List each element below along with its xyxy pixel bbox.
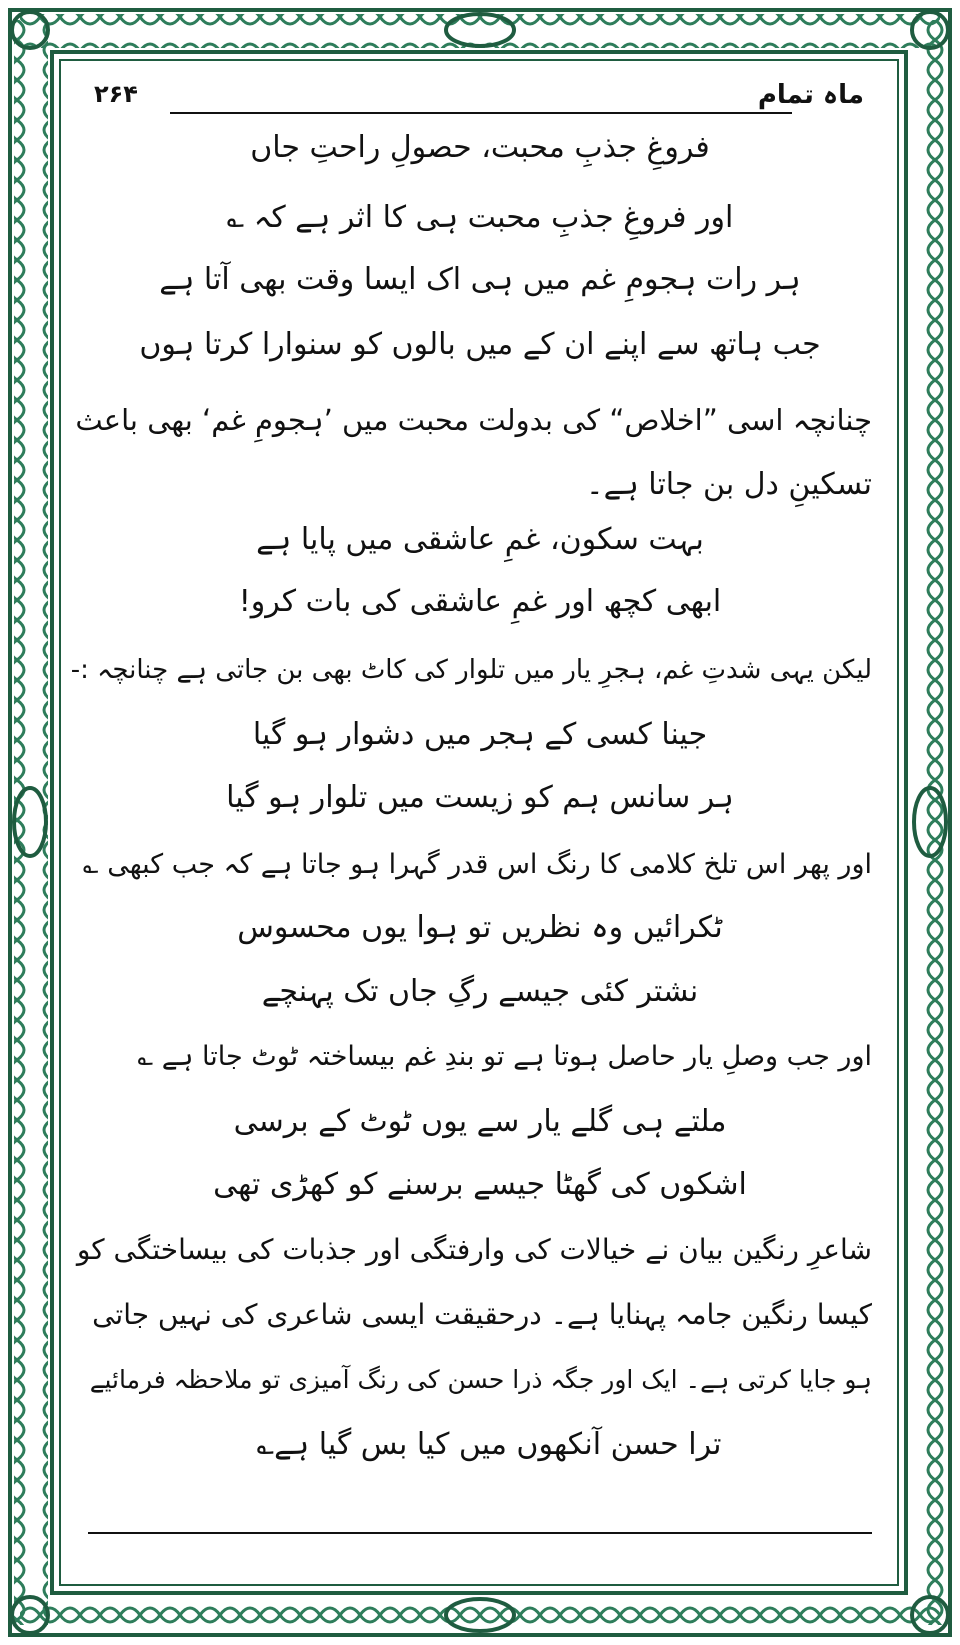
verse-line-final (88, 1425, 872, 1465)
page-content (70, 70, 872, 1570)
text-line: کیسا رنگین جامہ پہنایا ہے۔ درحقیقت ایسی شاعری کی نہیں جاتی (92, 1298, 872, 1331)
text-line: چنانچہ اسی ”اخلاص“ کی بدولت محبت میں ’ہجومِ غم‘ بھی باعث (75, 403, 872, 437)
header-rule (170, 112, 792, 114)
text-line: اور جب وصلِ یار حاصل ہوتا ہے تو بندِ غم بیساختہ ٹوٹ جاتا ہے ؎ (137, 1041, 872, 1072)
verse-line: ابھی کچھ اور غمِ عاشقی کی بات کرو! (238, 584, 722, 619)
text-line: لیکن یہی شدتِ غم، ہجرِ یار میں تلوار کی کاٹ بھی بن جاتی ہے چنانچہ :- (70, 655, 872, 685)
verse-line: اشکوں کی گھٹا جیسے برسنے کو کھڑی تھی (213, 1167, 747, 1202)
verse-line: جینا کسی کے ہجر میں دشوار ہو گیا (252, 717, 708, 752)
text-line: اور پھر اس تلخ کلامی کا رنگ اس قدر گہرا ہو جاتا ہے کہ جب کبھی ؎ (82, 849, 872, 880)
text-line: تسکینِ دل بن جاتا ہے۔ (586, 467, 872, 502)
verse-line: نشتر کئی جیسے رگِ جاں تک پہنچے (261, 974, 699, 1009)
verse-line: جب ہاتھ سے اپنے ان کے میں بالوں کو سنوارا کرتا ہوں (139, 327, 821, 362)
text-line: اور فروغِ جذبِ محبت ہی کا اثر ہے کہ ؎ (226, 200, 734, 235)
book-title: ماہ تمام (757, 80, 864, 110)
verse-line: ٹکرائیں وہ نظریں تو ہوا یوں محسوس (237, 910, 723, 945)
verse-mark: ؎ (256, 1427, 275, 1462)
section-heading: فروغِ جذبِ محبت، حصولِ راحتِ جاں (250, 130, 710, 165)
verse-line: ملتے ہی گلے یار سے یوں ٹوٹ کے برسی (233, 1104, 727, 1139)
running-header (88, 80, 872, 120)
verse-line: بہت سکون، غمِ عاشقی میں پایا ہے (256, 522, 704, 557)
text-line: ہو جایا کرتی ہے۔ ایک اور جگہ ذرا حسن کی رنگ آمیزی تو ملاحظہ فرمائیے (89, 1365, 872, 1394)
text-line: شاعرِ رنگین بیان نے خیالات کی وارفتگی اور جذبات کی بیساختگی کو (76, 1233, 872, 1266)
page-number: ۲۶۴ (94, 80, 138, 108)
verse-line: ہر سانس ہم کو زیست میں تلوار ہو گیا (226, 780, 734, 815)
footer-rule (88, 1532, 872, 1534)
verse-text: ترا حسن آنکھوں میں کیا بس گیا ہے (274, 1427, 722, 1462)
verse-line: ہر رات ہجومِ غم میں ہی اک ایسا وقت بھی آتا ہے (159, 262, 801, 297)
